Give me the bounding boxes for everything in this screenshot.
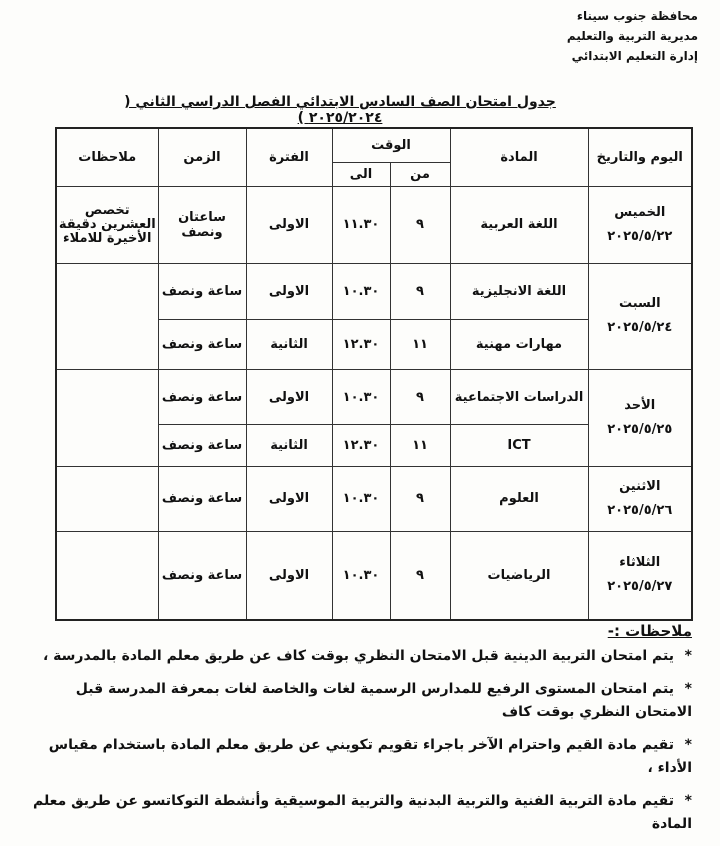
note-item (22, 790, 692, 836)
period-cell: الاولى (246, 531, 332, 620)
date-label: ٢٠٢٥/٥/٢٦ (607, 502, 673, 518)
duration-cell: ساعة ونصف (158, 531, 246, 620)
period-cell: الثانية (246, 320, 332, 370)
header-duration: الزمن (158, 128, 246, 186)
notes-section (22, 620, 692, 846)
day-date-cell (588, 467, 692, 532)
note-item (22, 645, 692, 668)
notes-cell (56, 467, 158, 532)
notes-cell (56, 263, 158, 370)
header-from: من (390, 162, 450, 186)
note-item (22, 678, 692, 724)
day-label: الأحد (624, 398, 656, 414)
from-cell: ٩ (390, 531, 450, 620)
day-label: الخميس (614, 204, 666, 220)
period-cell: الاولى (246, 263, 332, 319)
to-cell: ١١.٣٠ (332, 186, 390, 263)
from-cell: ١١ (390, 424, 450, 466)
period-cell: الاولى (246, 370, 332, 424)
to-cell: ١٠.٣٠ (332, 467, 390, 532)
date-label: ٢٠٢٥/٥/٢٢ (607, 228, 673, 244)
day-label: الاثنين (619, 478, 661, 494)
notes-cell (56, 370, 158, 467)
duration-cell: ساعة ونصف (158, 320, 246, 370)
subject-cell: مهارات مهنية (450, 320, 588, 370)
duration-cell: ساعتان ونصف (158, 186, 246, 263)
subject-cell: الدراسات الاجتماعية (450, 370, 588, 424)
to-cell: ١٠.٣٠ (332, 370, 390, 424)
date-label: ٢٠٢٥/٥/٢٤ (607, 320, 673, 336)
duration-cell: ساعة ونصف (158, 424, 246, 466)
header-notes: ملاحظات (56, 128, 158, 186)
subject-cell: اللغة الانجليزية (450, 263, 588, 319)
duration-cell: ساعة ونصف (158, 467, 246, 532)
table-row (56, 370, 692, 424)
subject-cell: اللغة العربية (450, 186, 588, 263)
note-text: يتم امتحان التربية الدينية قبل الامتحان النظري بوقت كاف عن طريق معلم المادة بالمدرسة ، (42, 648, 674, 664)
header-day-date: اليوم والتاريخ (588, 128, 692, 186)
administration-label: إدارة التعليم الابتدائي (571, 49, 698, 63)
table-header-row (56, 128, 692, 162)
period-cell: الاولى (246, 186, 332, 263)
period-cell: الثانية (246, 424, 332, 466)
to-cell: ١٢.٣٠ (332, 424, 390, 466)
bullet-icon: * (684, 648, 692, 664)
from-cell: ١١ (390, 320, 450, 370)
subject-cell: العلوم (450, 467, 588, 532)
period-cell: الاولى (246, 467, 332, 532)
note-item (22, 734, 692, 780)
table-row (56, 531, 692, 620)
notes-cell (56, 531, 158, 620)
from-cell: ٩ (390, 263, 450, 319)
day-label: الثلاثاء (619, 555, 661, 571)
table-row (56, 263, 692, 319)
page-title: جدول امتحان الصف السادس الابتدائي الفصل الدراسي الثاني ( ٢٠٢٥/٢٠٢٤ ) (124, 94, 556, 126)
from-cell: ٩ (390, 467, 450, 532)
note-text: تقيم مادة القيم واحترام الآخر باجراء تقويم تكويني عن طريق معلم المادة باستخدام مقياس الأداء ، (48, 737, 692, 776)
to-cell: ١٢.٣٠ (332, 320, 390, 370)
note-text: يتم امتحان المستوى الرفيع للمدارس الرسمية لغات والخاصة لغات بمعرفة المدرسة قبل الامتحان النظري بوقت كاف (75, 681, 692, 720)
header-to: الى (332, 162, 390, 186)
bullet-icon: * (684, 793, 692, 809)
header-block (567, 6, 698, 66)
table-row (56, 467, 692, 532)
from-cell: ٩ (390, 186, 450, 263)
day-date-cell (588, 186, 692, 263)
date-label: ٢٠٢٥/٥/٢٧ (607, 579, 673, 595)
bullet-icon: * (684, 681, 692, 697)
day-date-cell (588, 263, 692, 370)
notes-cell: تخصص العشرين دقيقة الأخيرة للاملاء (56, 186, 158, 263)
subject-cell: الرياضيات (450, 531, 588, 620)
header-period: الفترة (246, 128, 332, 186)
exam-schedule-table (55, 127, 693, 621)
directorate-label: مديرية التربية والتعليم (566, 29, 698, 43)
header-time: الوقت (332, 128, 450, 162)
day-date-cell (588, 370, 692, 467)
table-row (56, 186, 692, 263)
date-label: ٢٠٢٥/٥/٢٥ (607, 422, 673, 438)
to-cell: ١٠.٣٠ (332, 531, 390, 620)
day-label: السبت (618, 296, 661, 312)
governorate-label: محافظة جنوب سيناء (576, 9, 698, 23)
duration-cell: ساعة ونصف (158, 370, 246, 424)
notes-heading: ملاحظات :- (607, 622, 692, 640)
bullet-icon: * (684, 737, 692, 753)
duration-cell: ساعة ونصف (158, 263, 246, 319)
note-text: تقيم مادة التربية الفنية والتربية البدنية والتربية الموسيقية وأنشطة التوكاتسو عن طريق معلم المادة (32, 793, 692, 832)
to-cell: ١٠.٣٠ (332, 263, 390, 319)
day-date-cell (588, 531, 692, 620)
from-cell: ٩ (390, 370, 450, 424)
header-subject: المادة (450, 128, 588, 186)
subject-cell: ICT (450, 424, 588, 466)
